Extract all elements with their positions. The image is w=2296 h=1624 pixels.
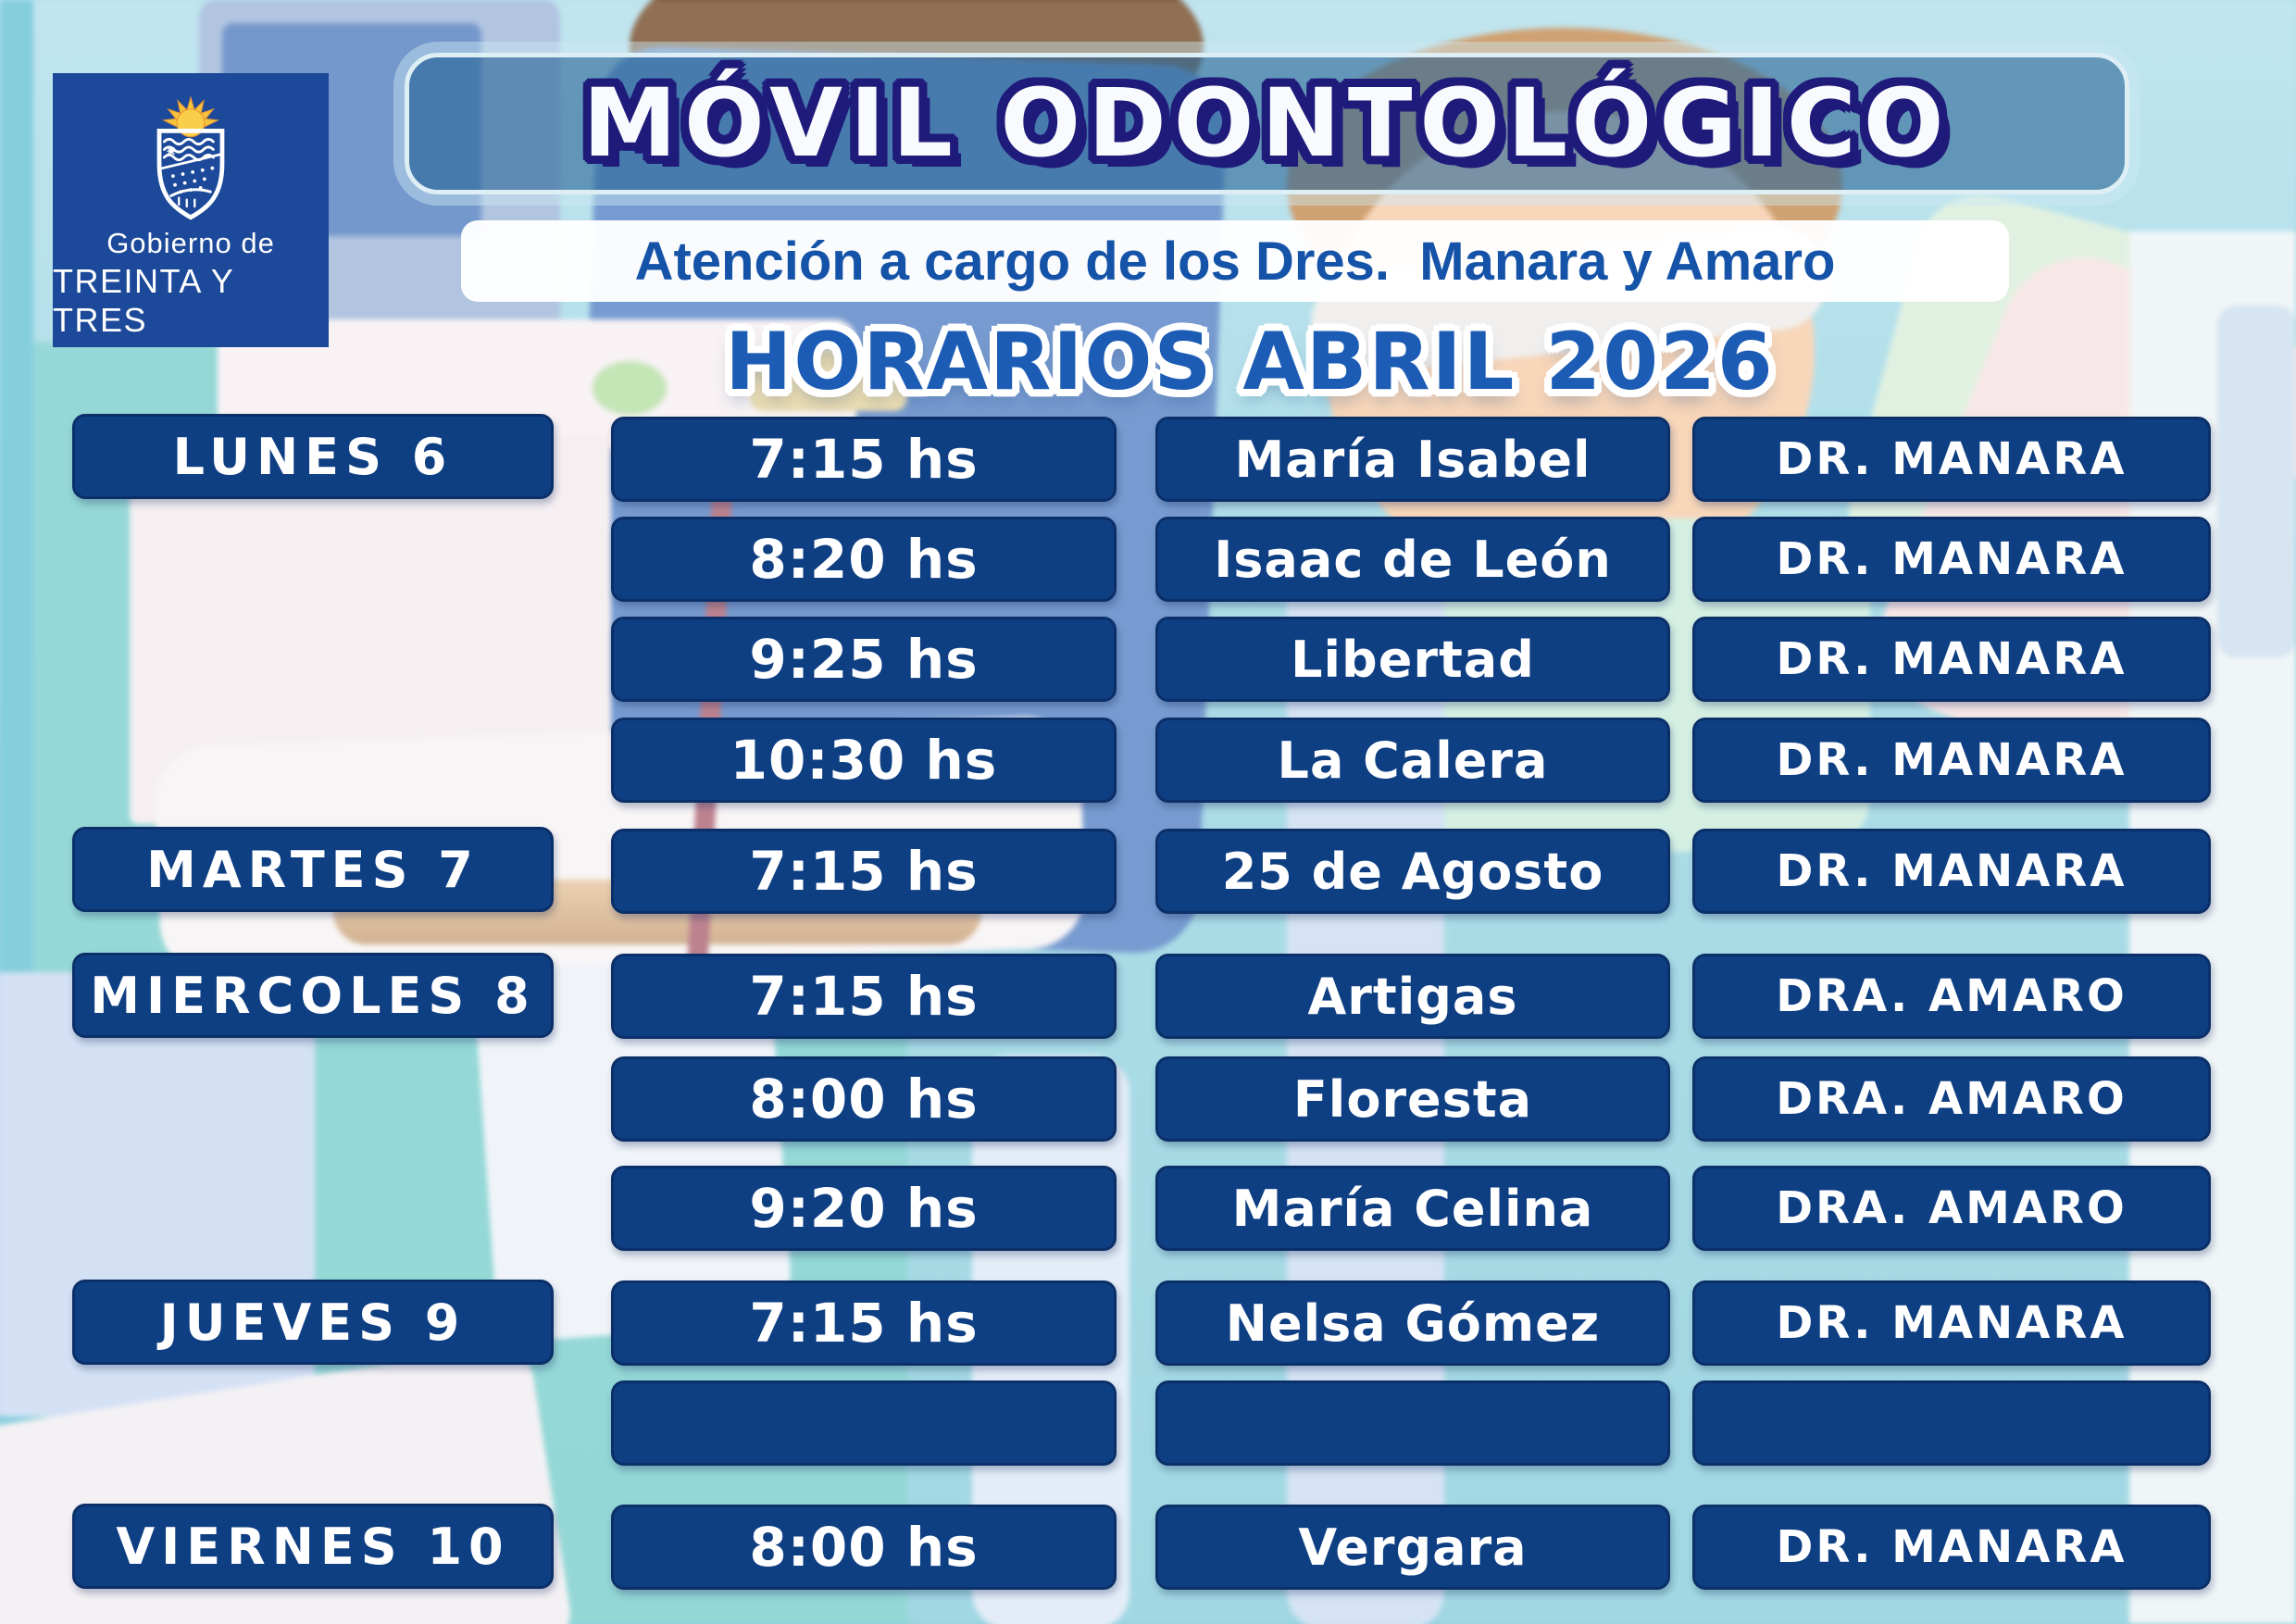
time-pill: 10:30 hs bbox=[611, 718, 1117, 803]
logo-gobierno-treinta-y-tres bbox=[53, 73, 329, 347]
schedule-heading: HORARIOS ABRIL 2026 bbox=[725, 316, 1775, 408]
day-pill: MARTES 7 bbox=[72, 827, 554, 912]
doctor-pill: DR. MANARA bbox=[1692, 829, 2211, 914]
time-pill: 7:15 hs bbox=[611, 417, 1117, 502]
place-pill: Floresta bbox=[1155, 1056, 1670, 1142]
time-pill: 8:20 hs bbox=[611, 517, 1117, 602]
time-pill: 7:15 hs bbox=[611, 954, 1117, 1039]
doctor-pill: DR. MANARA bbox=[1692, 1280, 2211, 1366]
time-pill: 8:00 hs bbox=[611, 1505, 1117, 1590]
doctor-pill: DRA. AMARO bbox=[1692, 1056, 2211, 1142]
coat-of-arms-icon bbox=[121, 94, 260, 221]
doctor-pill: DR. MANARA bbox=[1692, 718, 2211, 803]
logo-org-line2: TREINTA Y TRES bbox=[53, 262, 234, 339]
doctor-pill: DR. MANARA bbox=[1692, 517, 2211, 602]
time-pill: 9:20 hs bbox=[611, 1166, 1117, 1251]
day-pill: VIERNES 10 bbox=[72, 1504, 554, 1589]
time-pill: 7:15 hs bbox=[611, 829, 1117, 914]
place-pill: La Calera bbox=[1155, 718, 1670, 803]
place-pill: Vergara bbox=[1155, 1505, 1670, 1590]
place-pill: María Isabel bbox=[1155, 417, 1670, 502]
day-pill: LUNES 6 bbox=[72, 414, 554, 499]
doctor-pill: DRA. AMARO bbox=[1692, 1166, 2211, 1251]
day-pill: MIERCOLES 8 bbox=[72, 953, 554, 1038]
place-pill: 25 de Agosto bbox=[1155, 829, 1670, 914]
place-pill: Libertad bbox=[1155, 617, 1670, 702]
doctor-pill: DR. MANARA bbox=[1692, 617, 2211, 702]
subtitle-text: Atención a cargo de los Dres. Manara y Amaro bbox=[634, 231, 1836, 292]
doctor-pill: DRA. AMARO bbox=[1692, 954, 2211, 1039]
time-pill: 8:00 hs bbox=[611, 1056, 1117, 1142]
logo-org-line1: Gobierno de bbox=[106, 227, 275, 259]
doctor-pill: DR. MANARA bbox=[1692, 1505, 2211, 1590]
time-pill: 7:15 hs bbox=[611, 1280, 1117, 1366]
title-banner bbox=[405, 53, 2129, 194]
place-pill: Isaac de León bbox=[1155, 517, 1670, 602]
page-title: MÓVIL ODONTOLÓGICO bbox=[582, 69, 1952, 179]
subtitle-banner bbox=[461, 220, 2009, 302]
place-pill: María Celina bbox=[1155, 1166, 1670, 1251]
place-pill: Nelsa Gómez bbox=[1155, 1280, 1670, 1366]
doctor-pill: DR. MANARA bbox=[1692, 417, 2211, 502]
time-pill: 9:25 hs bbox=[611, 617, 1117, 702]
day-pill: JUEVES 9 bbox=[72, 1280, 554, 1365]
doctor-pill-empty bbox=[1692, 1380, 2211, 1466]
time-pill-empty bbox=[611, 1380, 1117, 1466]
place-pill-empty bbox=[1155, 1380, 1670, 1466]
place-pill: Artigas bbox=[1155, 954, 1670, 1039]
